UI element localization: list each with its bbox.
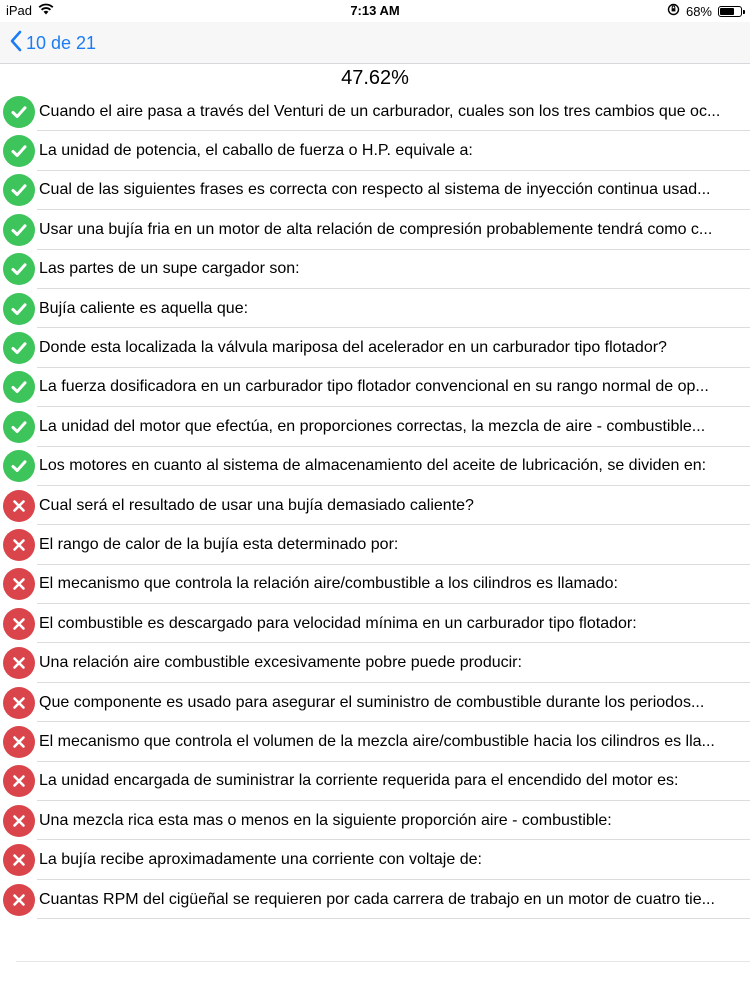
- question-text: Cuantas RPM del cigüeñal se requieren por cada carrera de trabajo en un motor de cuatro tie...: [39, 890, 715, 908]
- chevron-left-icon: [10, 30, 22, 57]
- x-circle-icon: [3, 765, 35, 797]
- question-text: Las partes de un supe cargador son:: [39, 260, 300, 278]
- battery-icon: [718, 6, 742, 17]
- status-right: [667, 3, 742, 19]
- question-text: Donde esta localizada la válvula mariposa del acelerador en un carburador tipo flotador?: [39, 339, 667, 357]
- x-circle-icon: [3, 568, 35, 600]
- question-text: Una mezcla rica esta mas o menos en la siguiente proporción aire - combustible:: [39, 811, 612, 829]
- question-row[interactable]: [0, 683, 750, 722]
- question-row[interactable]: [0, 486, 750, 525]
- question-row[interactable]: [0, 880, 750, 919]
- back-button[interactable]: [10, 30, 96, 57]
- x-circle-icon: [3, 490, 35, 522]
- question-row[interactable]: [0, 840, 750, 879]
- question-row[interactable]: [0, 525, 750, 564]
- question-row[interactable]: [0, 171, 750, 210]
- question-text: La fuerza dosificadora en un carburador tipo flotador convencional en su rango normal de op...: [39, 378, 709, 396]
- question-row[interactable]: [0, 328, 750, 367]
- question-row[interactable]: [0, 92, 750, 131]
- question-text: La unidad de potencia, el caballo de fuerza o H.P. equivale a:: [39, 142, 473, 160]
- question-row[interactable]: [0, 447, 750, 486]
- question-row[interactable]: [0, 604, 750, 643]
- x-circle-icon: [3, 884, 35, 916]
- x-circle-icon: [3, 726, 35, 758]
- question-text: Que componente es usado para asegurar el suministro de combustible durante los periodos...: [39, 693, 705, 711]
- question-text: El mecanismo que controla la relación aire/combustible a los cilindros es llamado:: [39, 575, 618, 593]
- question-text: Una relación aire combustible excesivamente pobre puede producir:: [39, 654, 522, 672]
- question-text: Usar una bujía fria en un motor de alta relación de compresión probablemente tendrá como c...: [39, 220, 713, 238]
- x-circle-icon: [3, 608, 35, 640]
- check-circle-icon: [3, 332, 35, 364]
- question-row[interactable]: [0, 643, 750, 682]
- x-circle-icon: [3, 805, 35, 837]
- check-circle-icon: [3, 214, 35, 246]
- x-circle-icon: [3, 844, 35, 876]
- question-row[interactable]: [0, 722, 750, 761]
- score-percentage: 47.62%: [341, 67, 409, 89]
- question-row[interactable]: [0, 131, 750, 170]
- question-text: La unidad del motor que efectúa, en proporciones correctas, la mezcla de aire - combustible...: [39, 417, 706, 435]
- check-circle-icon: [3, 253, 35, 285]
- check-circle-icon: [3, 135, 35, 167]
- check-circle-icon: [3, 411, 35, 443]
- question-text: El mecanismo que controla el volumen de la mezcla aire/combustible hacia los cilindros es lla...: [39, 732, 715, 750]
- question-row[interactable]: [0, 407, 750, 446]
- check-circle-icon: [3, 371, 35, 403]
- question-row[interactable]: [0, 289, 750, 328]
- status-bar: [0, 0, 750, 22]
- question-list: [0, 92, 750, 919]
- check-circle-icon: [3, 96, 35, 128]
- question-row[interactable]: [0, 210, 750, 249]
- question-text: Los motores en cuanto al sistema de almacenamiento del aceite de lubricación, se dividen en:: [39, 457, 707, 475]
- x-circle-icon: [3, 529, 35, 561]
- question-row[interactable]: [0, 368, 750, 407]
- navigation-bar: [0, 22, 750, 64]
- divider: [16, 961, 750, 962]
- question-row[interactable]: [0, 250, 750, 289]
- battery-percent: 68%: [685, 3, 712, 19]
- question-text: Cual será el resultado de usar una bujía demasiado caliente?: [39, 496, 474, 514]
- back-label: 10 de 21: [26, 33, 97, 53]
- battery-level: [720, 8, 734, 15]
- question-text: El combustible es descargado para velocidad mínima en un carburador tipo flotador:: [39, 614, 637, 632]
- check-circle-icon: [3, 174, 35, 206]
- check-circle-icon: [3, 450, 35, 482]
- device-name: iPad: [6, 3, 33, 18]
- question-text: Cual de las siguientes frases es correcta con respecto al sistema de inyección continua usad...: [39, 181, 711, 199]
- orientation-lock-icon: [667, 3, 680, 19]
- question-row[interactable]: [0, 762, 750, 801]
- question-row[interactable]: [0, 801, 750, 840]
- x-circle-icon: [3, 647, 35, 679]
- check-circle-icon: [3, 293, 35, 325]
- question-text: La bujía recibe aproximadamente una corriente con voltaje de:: [39, 851, 482, 869]
- question-text: El rango de calor de la bujía esta determinado por:: [39, 535, 399, 553]
- question-text: Cuando el aire pasa a través del Venturi de un carburador, cuales son los tres cambios que oc...: [39, 102, 721, 120]
- question-row[interactable]: [0, 565, 750, 604]
- x-circle-icon: [3, 687, 35, 719]
- status-time: 7:13 AM: [350, 3, 400, 18]
- question-text: La unidad encargada de suministrar la corriente requerida para el encendido del motor es:: [39, 772, 679, 790]
- question-text: Bujía caliente es aquella que:: [39, 299, 249, 317]
